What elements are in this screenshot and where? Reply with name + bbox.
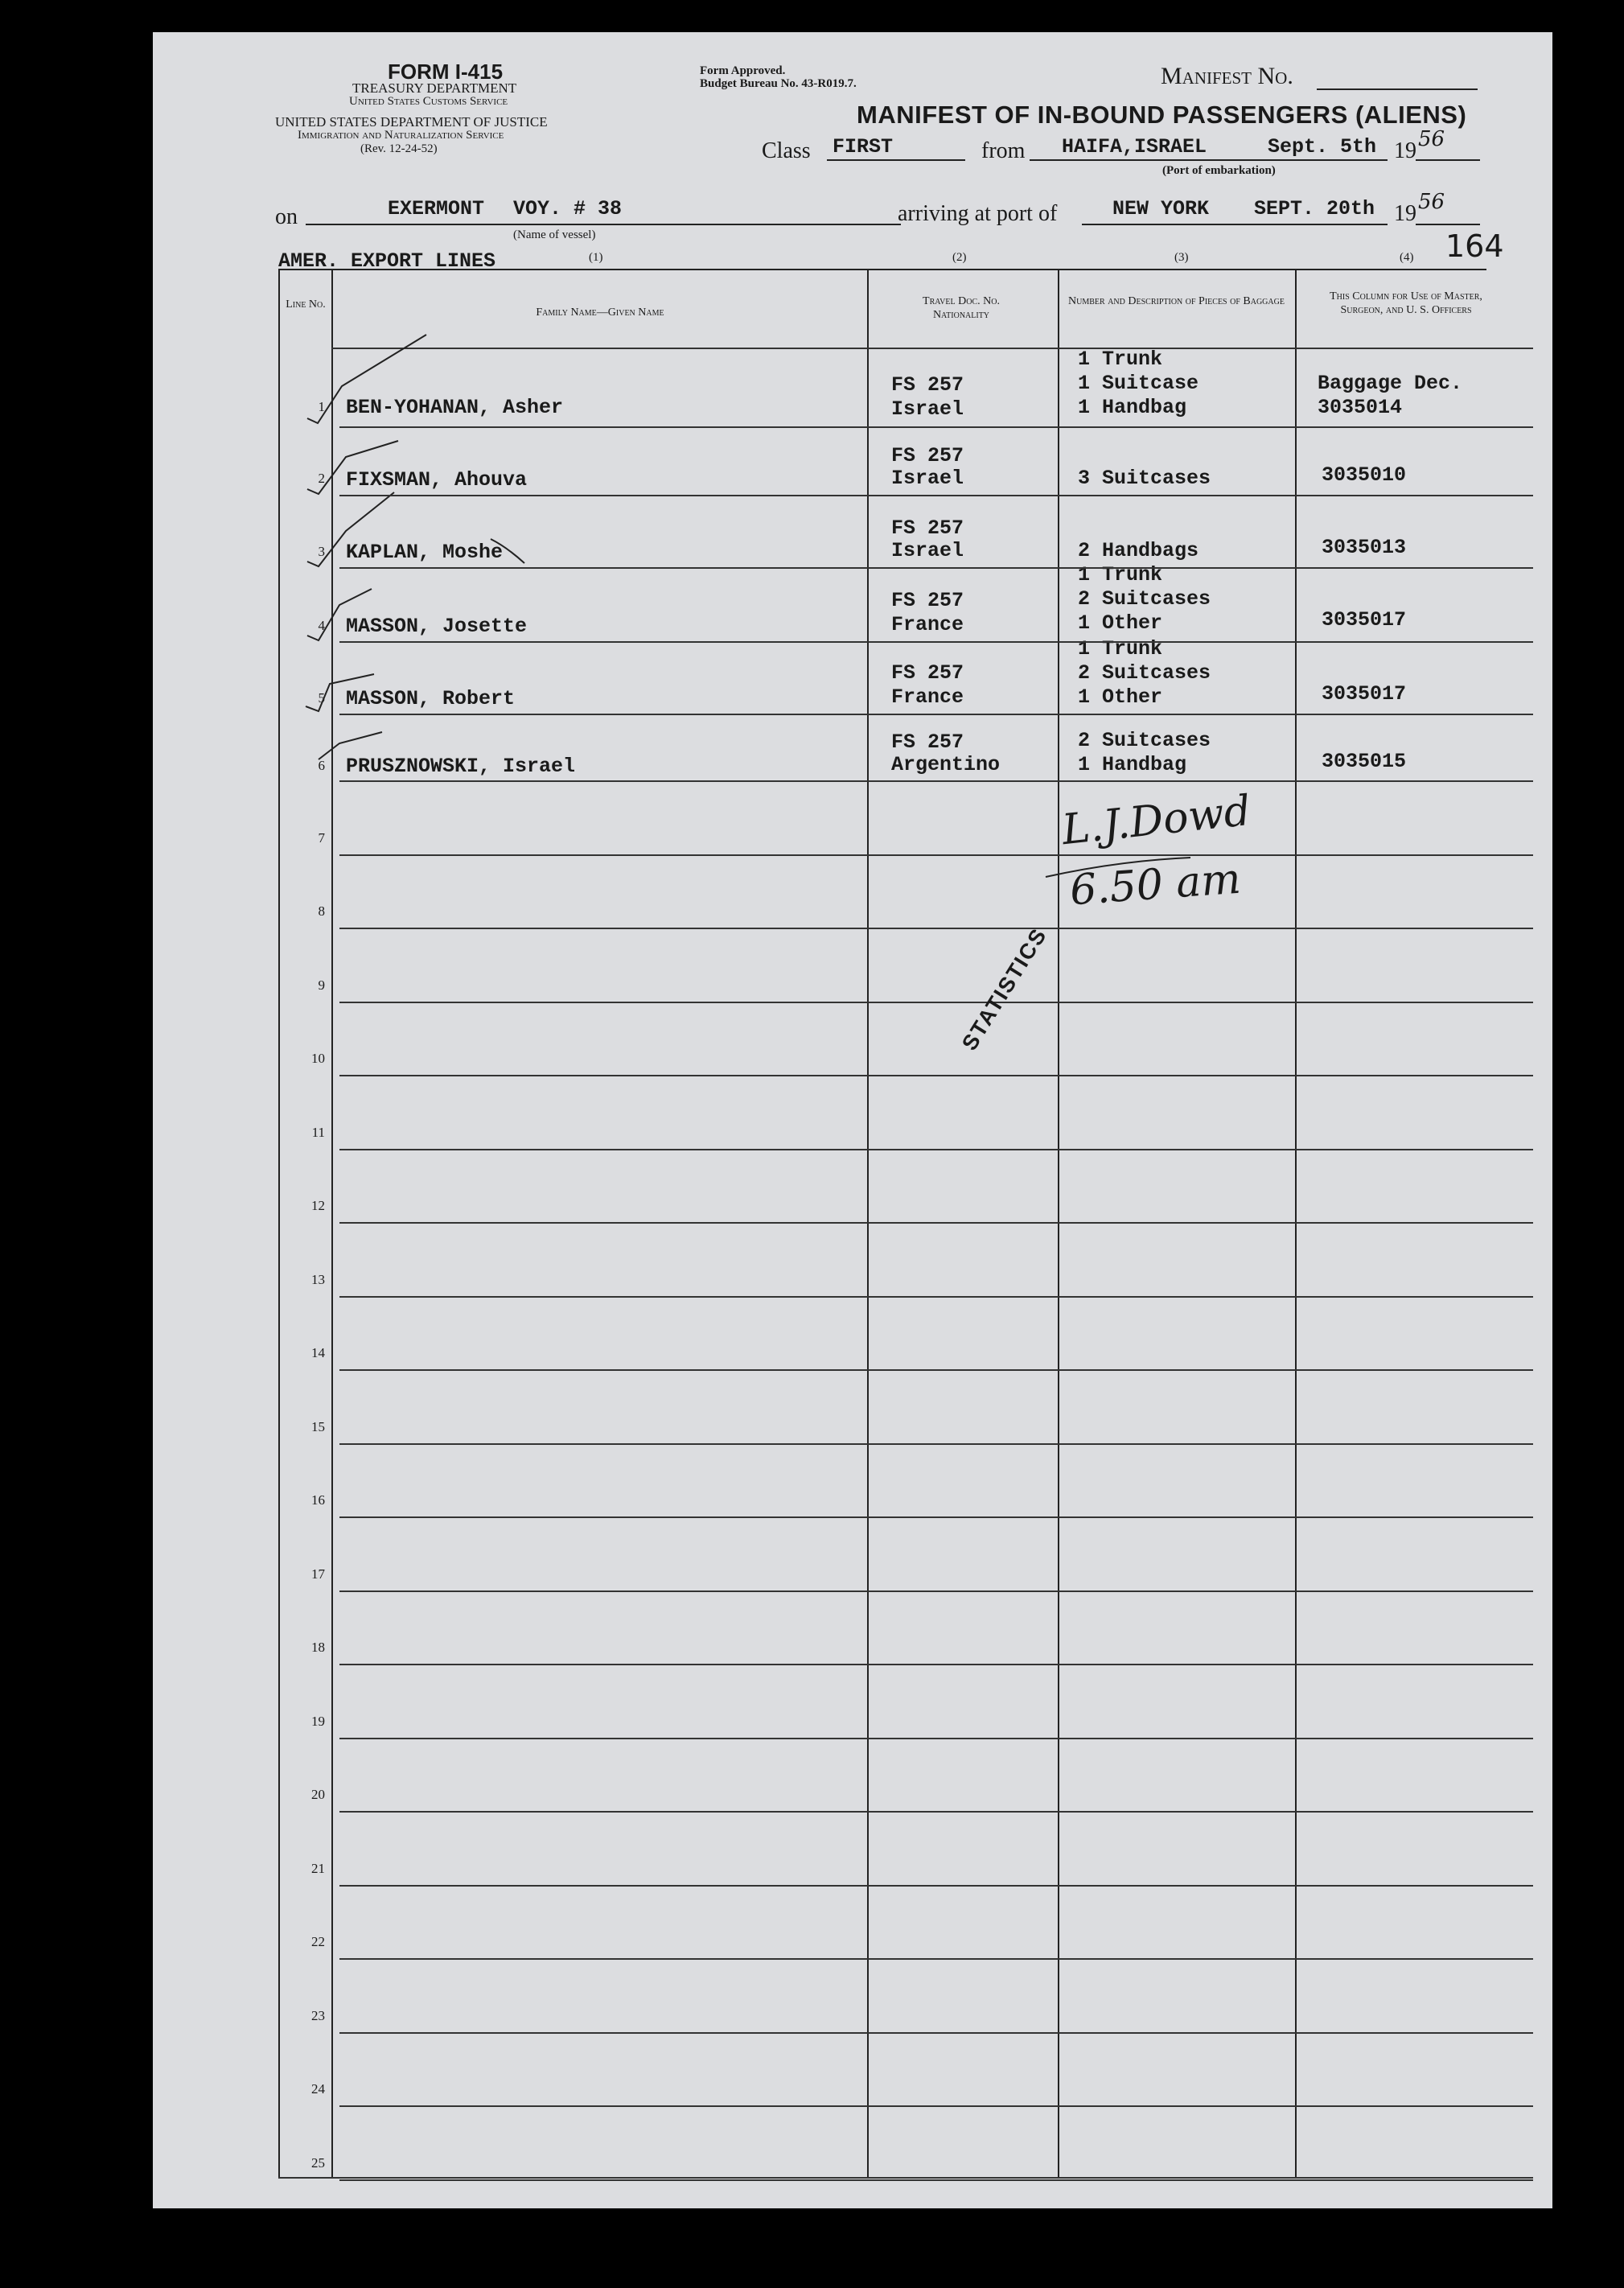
row-rule <box>339 567 1533 569</box>
officer-note: 3035017 <box>1322 608 1407 632</box>
baggage-item: 3 Suitcases <box>1078 467 1211 490</box>
line-number: 13 <box>311 1271 325 1287</box>
officer-note: 3035017 <box>1322 682 1407 706</box>
col-header-officers: This Column for Use of Master, Surgeon, and U. S. Officers <box>1330 290 1482 316</box>
baggage-item: 1 Other <box>1078 685 1163 709</box>
col-header-baggage: Number and Description of Pieces of Baggage <box>1068 295 1285 307</box>
customs-service: United States Customs Service <box>349 95 508 108</box>
passenger-name: PRUSZNOWSKI, Israel <box>346 755 576 778</box>
baggage-item: 1 Trunk <box>1078 348 1163 371</box>
line-number: 10 <box>311 1051 325 1066</box>
voyage-number: VOY. # 38 <box>513 197 623 220</box>
travel-doc-no: FS 257 <box>891 589 964 612</box>
line-number: 8 <box>318 903 325 919</box>
row-rule <box>339 854 1533 856</box>
baggage-item: 2 Handbags <box>1078 539 1199 562</box>
baggage-officer-divider <box>1295 270 1297 2177</box>
table-left-border <box>278 270 280 2177</box>
travel-doc-no: FS 257 <box>891 444 964 467</box>
line-number: 9 <box>318 977 325 993</box>
line-number: 3 <box>318 544 325 559</box>
on-label: on <box>275 204 298 229</box>
travel-doc-no: FS 257 <box>891 516 964 540</box>
row-rule <box>339 1369 1533 1371</box>
row-rule <box>339 1738 1533 1739</box>
line-number: 5 <box>318 690 325 706</box>
form-approved: Form Approved. <box>700 64 786 77</box>
manifest-no-underline <box>1317 88 1478 90</box>
line-number: 20 <box>311 1787 325 1802</box>
officer-note: 3035015 <box>1322 750 1407 773</box>
nationality: Israel <box>891 397 964 421</box>
nationality: Israel <box>891 467 964 490</box>
manifest-no-label: Manifest No. <box>1161 63 1293 89</box>
row-rule <box>339 1075 1533 1076</box>
row-rule <box>339 1516 1533 1518</box>
travel-doc-no: FS 257 <box>891 661 964 685</box>
line-number: 2 <box>318 471 325 486</box>
from-label: from <box>981 138 1026 163</box>
vessel-name: EXERMONT <box>388 197 485 220</box>
baggage-item: 1 Other <box>1078 611 1163 635</box>
row-rule <box>339 2179 1533 2181</box>
line-number: 12 <box>311 1198 325 1213</box>
row-rule <box>339 1958 1533 1960</box>
row-rule <box>339 1296 1533 1298</box>
officer-note: 3035013 <box>1322 536 1407 559</box>
line-number: 14 <box>311 1345 325 1360</box>
line-number: 15 <box>311 1418 325 1434</box>
doc-baggage-divider <box>1058 270 1059 2177</box>
col-marker-2: (2) <box>952 251 967 264</box>
travel-doc-no: FS 257 <box>891 373 964 397</box>
line-number: 18 <box>311 1640 325 1655</box>
baggage-item: 2 Suitcases <box>1078 587 1211 611</box>
budget-bureau: Budget Bureau No. 43-R019.7. <box>700 77 857 90</box>
class-underline <box>827 159 965 161</box>
arrival-year-underline <box>1416 224 1480 225</box>
signature-stroke <box>153 32 1552 998</box>
form-number: FORM I-415 <box>388 60 504 84</box>
line-no-divider <box>331 270 333 2177</box>
row-rule <box>339 1443 1533 1445</box>
baggage-item: 1 Trunk <box>1078 637 1163 660</box>
officer-note: Baggage Dec. <box>1318 372 1463 395</box>
row-rule <box>339 1590 1533 1592</box>
manifest-page <box>153 32 1552 2208</box>
passenger-name: FIXSMAN, Ahouva <box>346 468 528 492</box>
col-header-line-no: Line No. <box>286 298 326 311</box>
year-underline <box>1416 159 1480 161</box>
arrival-date: SEPT. 20th <box>1254 197 1375 220</box>
treasury-dept: TREASURY DEPARTMENT <box>352 80 517 96</box>
row-rule <box>339 714 1533 715</box>
statistics-stamp: STATISTICS <box>957 923 1052 1055</box>
line-number: 19 <box>311 1713 325 1729</box>
officer-note: 3035014 <box>1318 396 1403 419</box>
line-number: 16 <box>311 1492 325 1508</box>
line-number: 21 <box>311 1860 325 1876</box>
page-number: 164 <box>1445 228 1504 264</box>
company-underline <box>278 269 1486 270</box>
nationality: France <box>891 613 964 636</box>
embark-year-prefix: 19 <box>1394 138 1416 163</box>
passenger-name: BEN-YOHANAN, Asher <box>346 396 564 419</box>
embark-date: Sept. 5th <box>1268 135 1377 158</box>
line-number: 1 <box>318 399 325 414</box>
arrival-year-prefix: 19 <box>1394 201 1416 226</box>
row-rule <box>339 426 1533 428</box>
line-number: 25 <box>311 2154 325 2171</box>
col-header-travel-doc: Travel Doc. No. Nationality <box>923 295 1000 321</box>
baggage-item: 1 Handbag <box>1078 753 1187 776</box>
arrival-time-note: 6.50 am <box>1068 854 1243 916</box>
arrival-year: 56 <box>1418 190 1445 214</box>
row-rule <box>339 780 1533 782</box>
shipping-line: AMER. EXPORT LINES <box>278 249 496 273</box>
line-number: 22 <box>311 1934 325 1949</box>
row-rule <box>339 1664 1533 1665</box>
line-number: 11 <box>311 1124 325 1140</box>
officer-note: 3035010 <box>1322 463 1407 487</box>
row-rule <box>339 641 1533 643</box>
col-marker-1: (1) <box>589 251 603 264</box>
arrival-underline <box>1082 224 1388 225</box>
baggage-item: 1 Suitcase <box>1078 372 1199 395</box>
vessel-underline <box>306 224 901 225</box>
passenger-name: MASSON, Josette <box>346 615 528 638</box>
line-number: 6 <box>318 758 325 773</box>
arrival-port: NEW YORK <box>1112 197 1210 220</box>
inspector-signature: L.J.Dowd <box>1059 786 1253 855</box>
travel-doc-no: FS 257 <box>891 730 964 754</box>
row-rule <box>339 1149 1533 1150</box>
row-rule <box>339 1222 1533 1224</box>
col-header-name: Family Name—Given Name <box>536 307 664 319</box>
header-bottom-border <box>331 348 1533 349</box>
manifest-title: MANIFEST OF IN-BOUND PASSENGERS (ALIENS) <box>857 101 1467 129</box>
name-doc-divider <box>867 270 869 2177</box>
class-value: FIRST <box>833 135 894 158</box>
line-number: 4 <box>318 618 325 633</box>
vessel-caption: (Name of vessel) <box>513 228 596 241</box>
col-marker-4: (4) <box>1400 251 1414 264</box>
baggage-item: 2 Suitcases <box>1078 729 1211 752</box>
from-underline <box>1030 159 1388 161</box>
justice-dept: UNITED STATES DEPARTMENT OF JUSTICE <box>275 114 548 130</box>
line-number: 24 <box>311 2081 325 2097</box>
baggage-item: 1 Trunk <box>1078 563 1163 586</box>
col-marker-3: (3) <box>1174 251 1189 264</box>
passenger-name: KAPLAN, Moshe <box>346 541 504 564</box>
row-rule <box>339 1811 1533 1813</box>
row-rule <box>339 2032 1533 2034</box>
class-label: Class <box>762 138 811 163</box>
baggage-item: 1 Handbag <box>1078 396 1187 419</box>
line-number: 23 <box>311 2007 325 2023</box>
line-number: 7 <box>318 829 325 846</box>
baggage-item: 2 Suitcases <box>1078 661 1211 685</box>
row-rule <box>339 1885 1533 1887</box>
ins-service: Immigration and Naturalization Service <box>298 129 504 142</box>
nationality: France <box>891 685 964 709</box>
row-rule <box>339 1002 1533 1003</box>
row-rule <box>339 2105 1533 2107</box>
port-embark-caption: (Port of embarkation) <box>1162 164 1276 177</box>
row-rule <box>339 495 1533 496</box>
line-number: 17 <box>311 1566 325 1582</box>
arriving-label: arriving at port of <box>898 201 1058 226</box>
nationality: Israel <box>891 539 964 562</box>
embark-port: HAIFA,ISRAEL <box>1062 135 1207 158</box>
embark-year: 56 <box>1418 127 1445 151</box>
passenger-name: MASSON, Robert <box>346 687 516 710</box>
nationality: Argentino <box>891 753 1001 776</box>
revision-date: (Rev. 12-24-52) <box>360 142 438 155</box>
row-rule <box>339 928 1533 929</box>
